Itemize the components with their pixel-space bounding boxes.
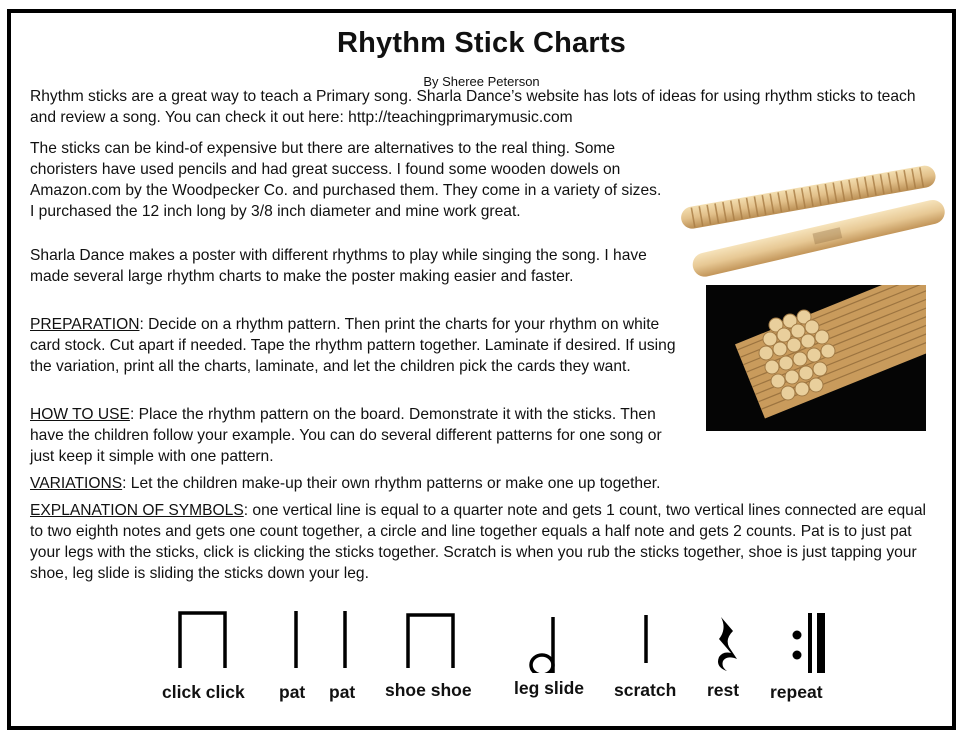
page-border [7, 9, 956, 730]
how-to-use-text: : Place the rhythm pattern on the board. Demonstrate it with the sticks. Then have the children follow your example. You can do several different patterns for one song or just keep it simple with one pattern. [30, 406, 662, 465]
shoe-shoe-label: shoe shoe [385, 680, 472, 700]
click-click-label: click click [162, 682, 245, 702]
leg-slide-label: leg slide [514, 678, 585, 698]
variations-heading: VARIATIONS [30, 475, 123, 492]
eighth-notes-symbol [180, 613, 225, 668]
half-note-head [531, 655, 553, 673]
how-to-use-paragraph [30, 404, 675, 467]
preparation-text: : Decide on a rhythm pattern. Then print the charts for your rhythm on white card stock. Cut apart if needed. Tape the rhythm pattern together. Laminate if desired. If using the variation, print all the charts, laminate, and let the children pick the cards they want. [30, 316, 676, 375]
symbols-paragraph [30, 500, 936, 584]
repeat-label: repeat [770, 682, 823, 702]
how-to-use-heading: HOW TO USE [30, 406, 130, 423]
pat-label-1: pat [279, 682, 306, 702]
preparation-paragraph [30, 314, 690, 377]
poster-paragraph: Sharla Dance makes a poster with different rhythms to play while singing the song. I have made several large rhythm charts to make the poster making easier and faster. [30, 247, 647, 285]
variations-paragraph [30, 473, 936, 494]
rhythm-symbols-row [11, 603, 952, 673]
shoe-eighth-notes-symbol [408, 615, 453, 668]
variations-text: : Let the children make-up their own rhythm patterns or make one up together. [122, 475, 661, 492]
scratch-label: scratch [614, 680, 677, 700]
dowel-bundle-photo [706, 285, 926, 431]
rhythm-sticks-photo [673, 156, 949, 280]
pat-label-2: pat [329, 682, 356, 702]
intro-paragraph: Rhythm sticks are a great way to teach a Primary song. Sharla Dance’s website has lots of ideas for using rhythm sticks to teach and review a song. You can check it out here: http://teachingprimarymusic.com [30, 88, 916, 126]
rest-label: rest [707, 680, 740, 700]
symbols-text: : one vertical line is equal to a quarter note and gets 1 count, two vertical lines connected are equal to two eighth notes and gets one count together, a circle and line together equals a half note and gets 2 counts. Pat is to just pat your legs with the sticks, click is clicking the sticks together. Scratch is when you rub the sticks together, shoe is just tapping your shoe, leg slide is sliding the sticks down your leg. [30, 502, 926, 582]
symbols-heading: EXPLANATION OF SYMBOLS [30, 502, 244, 519]
preparation-heading: PREPARATION [30, 316, 140, 333]
rest-symbol [718, 617, 737, 671]
author-byline: By Sheree Peterson [423, 74, 540, 89]
repeat-symbol [793, 613, 826, 673]
sticks-paragraph: The sticks can be kind-of expensive but there are alternatives to the real thing. Some choristers have used pencils and had great success. I found some wooden dowels on Amazon.com by the Woodpecker Co. and purchased them. They come in a variety of sizes. I purchased the 12 inch long by 3/8 inch diameter and mine work great. [30, 140, 662, 220]
page-title: Rhythm Stick Charts [336, 27, 627, 59]
